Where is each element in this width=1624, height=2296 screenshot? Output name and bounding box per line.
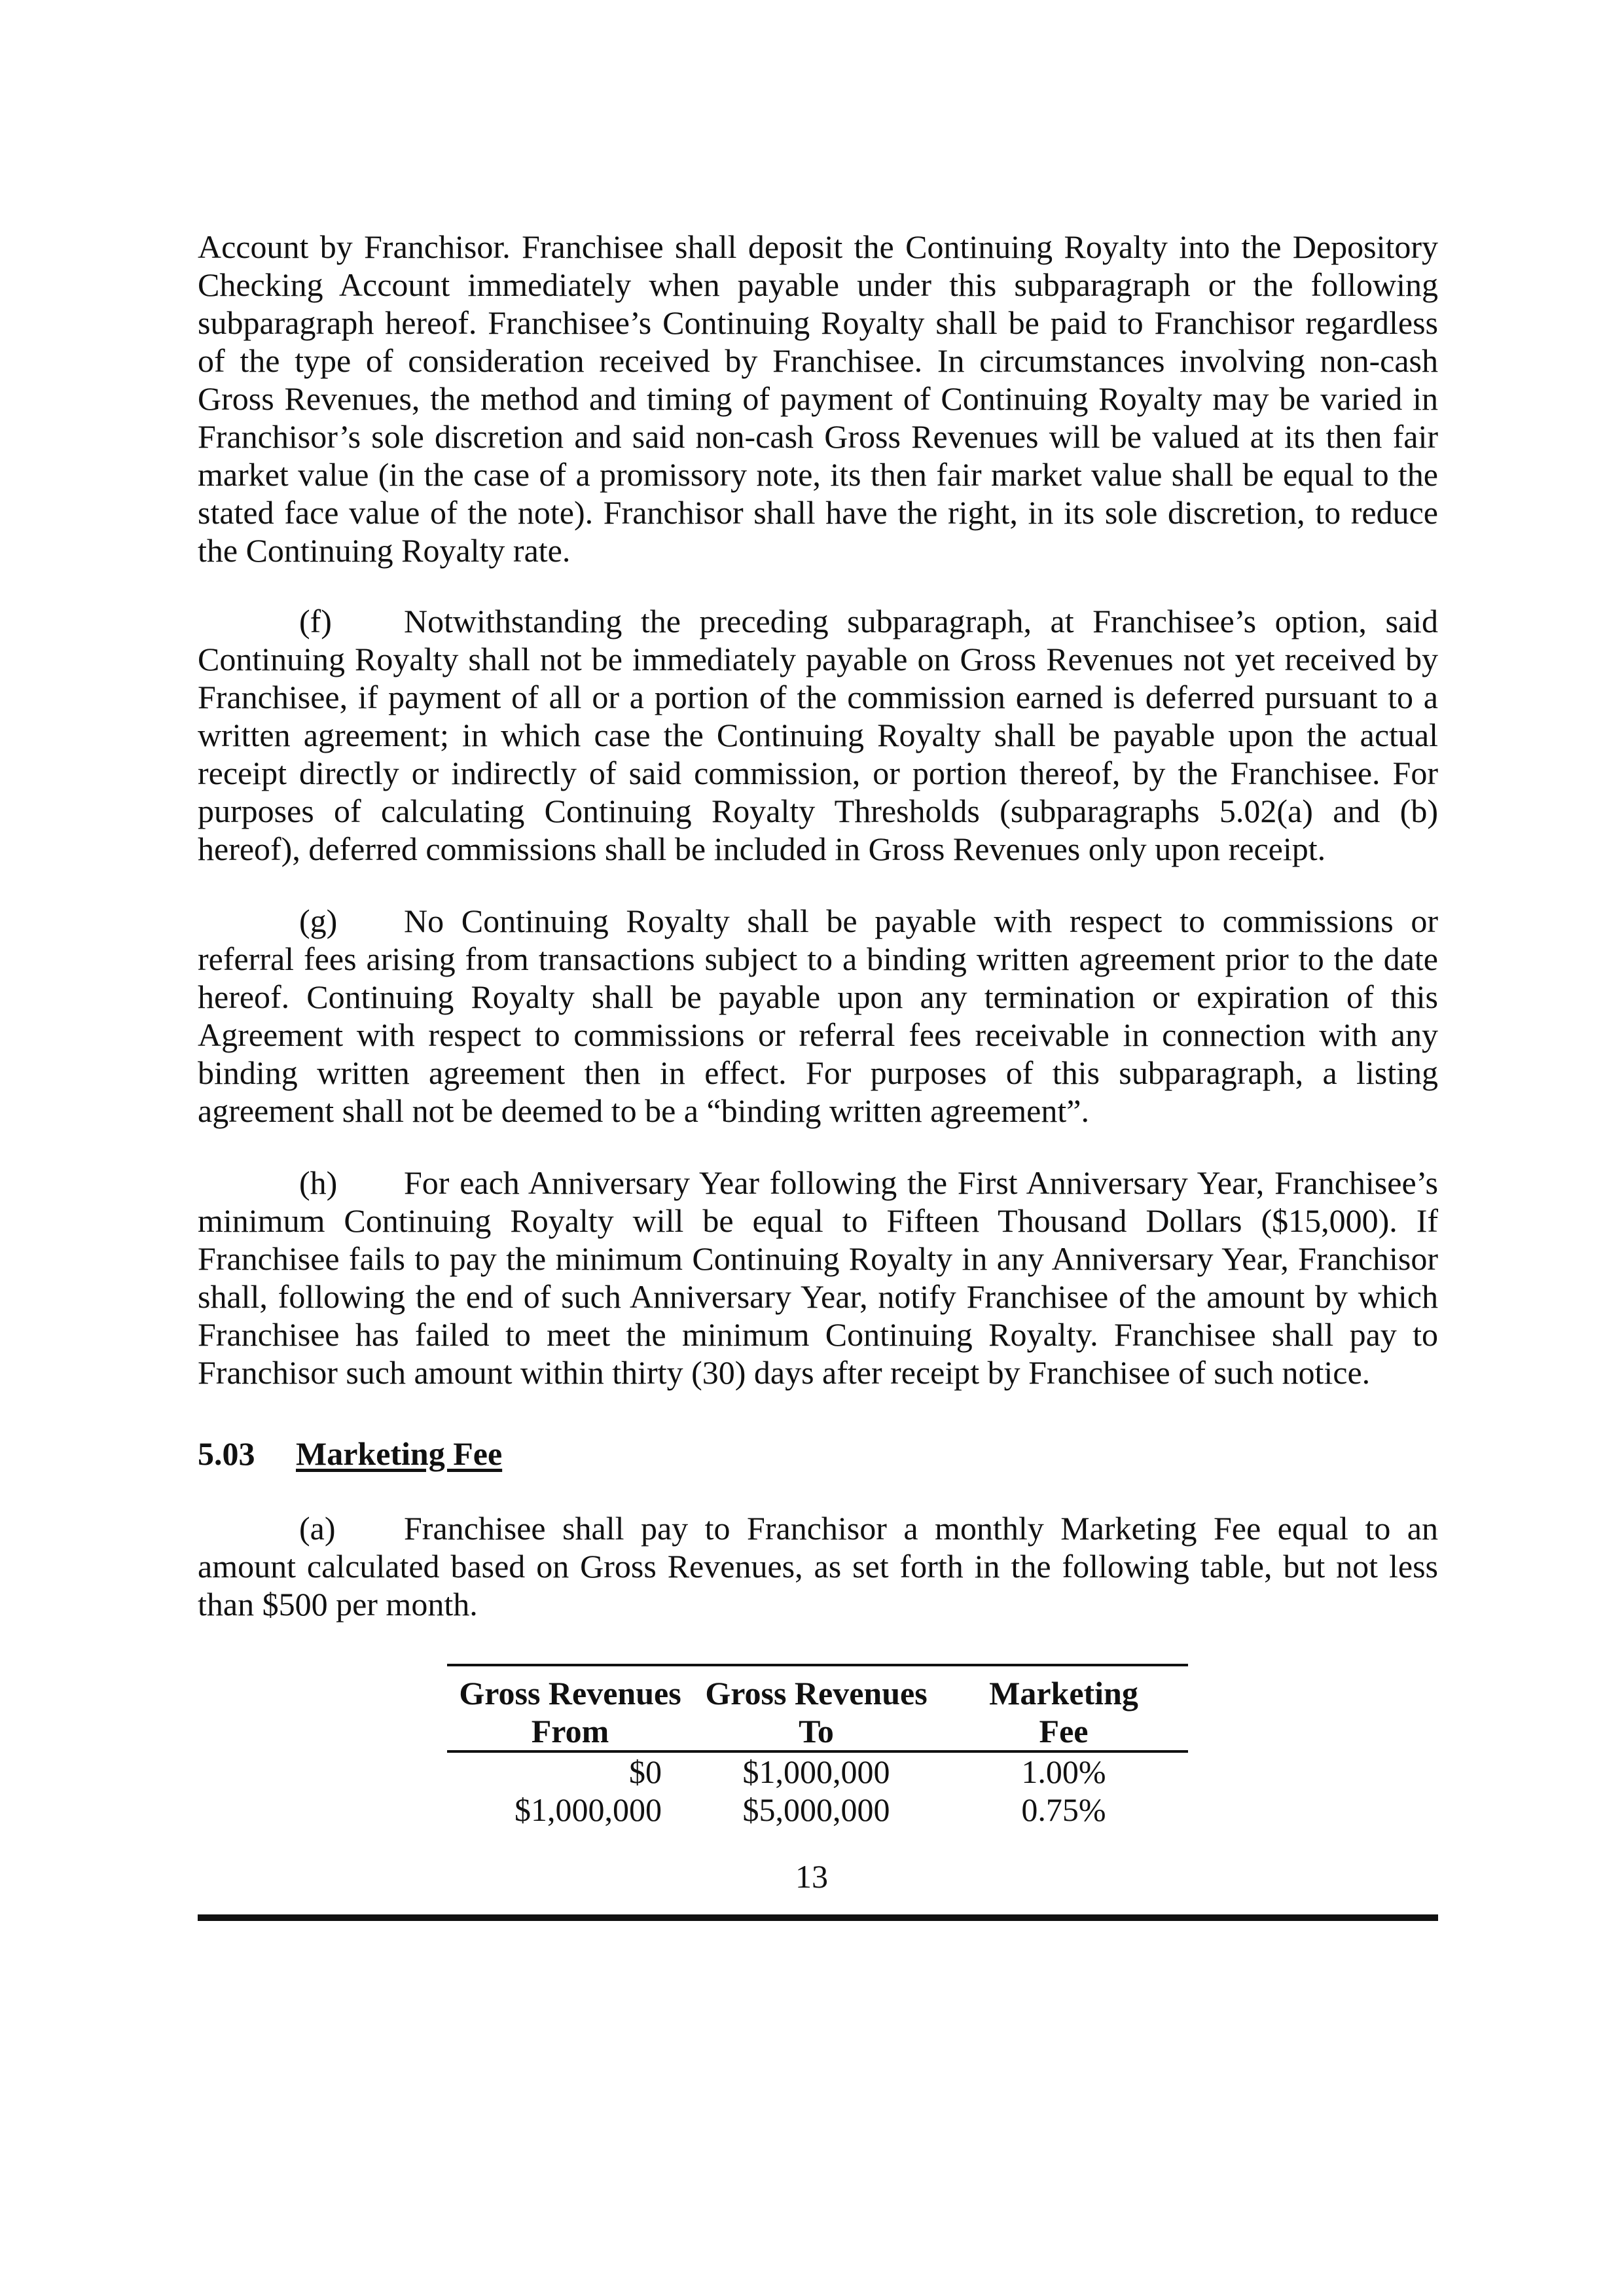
section-heading: [198, 1435, 502, 1473]
marketing-fee-table: [447, 1664, 1188, 1829]
table-row: [447, 1791, 1188, 1829]
paragraph-g: [198, 902, 1438, 1130]
cell-fee: 1.00%: [1021, 1753, 1106, 1790]
table-header-row: [447, 1665, 1188, 1750]
paragraph-f-text: Notwithstanding the preceding subparagraph, at Franchisee’s option, said Continuing Royalty shall not be immediately payable on Gross Revenues not yet received by Franchisee, if payment of all or a portion of the commission earned is deferred pursuant to a written agreement; in which case the Continuing Royalty shall be payable upon the actual receipt directly or indirectly of said commission, or portion thereof, by the Franchisee. For purposes of calculating Continuing Royalty Thresholds (subparagraphs 5.02(a) and (b) hereof), deferred commissions shall be included in Gross Revenues only upon receipt.: [198, 603, 1438, 867]
table-row: [447, 1751, 1188, 1791]
paragraph-continuing-royalty-continued: Account by Franchisor. Franchisee shall deposit the Continuing Royalty into the Depository Checking Account immediately when payable under this subparagraph or the following subparagraph hereof. Franchisee’s Continuing Royalty shall be paid to Franchisor regardless of the type of consideration received by Franchisee. In circumstances involving non-cash Gross Revenues, the method and timing of payment of Continuing Royalty may be varied in Franchisor’s sole discretion and said non-cash Gross Revenues will be valued at its then fair market value (in the case of a promissory note, its then fair market value shall be equal to the stated face value of the note). Franchisor shall have the right, in its sole discretion, to reduce the Continuing Royalty rate.: [198, 228, 1438, 569]
paragraph-g-label: (g): [299, 903, 338, 939]
header-from: Gross Revenues From: [447, 1665, 693, 1750]
cell-from: $0: [629, 1753, 662, 1790]
section-number: 5.03: [198, 1435, 255, 1472]
paragraph-a-label: (a): [299, 1510, 336, 1547]
paragraph-h: [198, 1164, 1438, 1391]
paragraph-a: [198, 1509, 1438, 1623]
section-title: Marketing Fee: [296, 1435, 503, 1472]
paragraph-f: [198, 602, 1438, 868]
paragraph-h-label: (h): [299, 1164, 338, 1201]
footer-rule: [198, 1914, 1438, 1921]
paragraph-f-label: (f): [299, 603, 332, 639]
header-fee: Marketing Fee: [939, 1665, 1188, 1750]
paragraph-g-text: No Continuing Royalty shall be payable with respect to commissions or referral fees arising from transactions subject to a binding written agreement prior to the date hereof. Continuing Royalty shall be payable upon any termination or expiration of this Agreement with respect to commissions or referral fees receivable in connection with any binding written agreement then in effect. For purposes of this subparagraph, a listing agreement shall not be deemed to be a “binding written agreement”.: [198, 903, 1438, 1129]
cell-to: $5,000,000: [742, 1791, 890, 1828]
paragraph-h-text: For each Anniversary Year following the First Anniversary Year, Franchisee’s minimum Continuing Royalty will be equal to Fifteen Thousand Dollars ($15,000). If Franchisee fails to pay the minimum Continuing Royalty in any Anniversary Year, Franchisor shall, following the end of such Anniversary Year, notify Franchisee of the amount by which Franchisee has failed to meet the minimum Continuing Royalty. Franchisee shall pay to Franchisor such amount within thirty (30) days after receipt by Franchisee of such notice.: [198, 1164, 1438, 1391]
header-to: Gross Revenues To: [693, 1665, 939, 1750]
cell-to: $1,000,000: [742, 1753, 890, 1790]
paragraph-a-text: Franchisee shall pay to Franchisor a monthly Marketing Fee equal to an amount calculated based on Gross Revenues, as set forth in the following table, but not less than $500 per month.: [198, 1510, 1438, 1623]
cell-from: $1,000,000: [514, 1791, 662, 1828]
cell-fee: 0.75%: [1021, 1791, 1106, 1828]
page-number: 13: [795, 1858, 828, 1895]
